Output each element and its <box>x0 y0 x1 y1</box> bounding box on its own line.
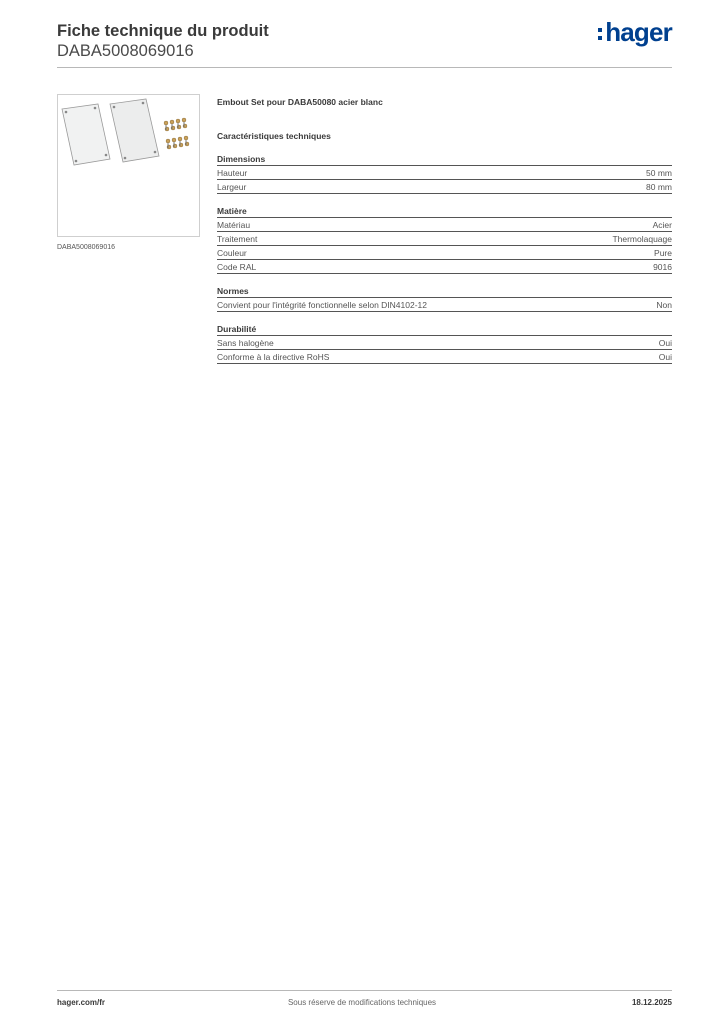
spec-row <box>217 336 672 350</box>
spec-label: Largeur <box>217 182 247 192</box>
spec-row <box>217 180 672 194</box>
spec-label: Sans halogène <box>217 338 274 348</box>
footer-date: 18.12.2025 <box>631 998 672 1007</box>
logo-text: hager <box>605 17 672 47</box>
group-title: Durabilité <box>217 323 672 336</box>
logo-dots-icon <box>598 28 602 40</box>
page-subtitle: DABA5008069016 <box>57 42 194 60</box>
spec-content <box>217 96 672 364</box>
section-heading: Caractéristiques techniques <box>217 131 331 141</box>
spec-row <box>217 260 672 274</box>
spec-row <box>217 298 672 312</box>
footer-divider <box>57 990 672 991</box>
spec-label: Conforme à la directive RoHS <box>217 352 330 362</box>
footer-disclaimer: Sous réserve de modifications techniques <box>287 998 437 1007</box>
spec-label: Matériau <box>217 220 251 230</box>
spec-value: 9016 <box>653 262 672 272</box>
spec-label: Code RAL <box>217 262 257 272</box>
product-name: Embout Set pour DABA50080 acier blanc <box>217 97 383 107</box>
page-header <box>57 17 672 61</box>
image-caption: DABA5008069016 <box>57 244 115 251</box>
spec-row <box>217 350 672 364</box>
product-image <box>57 94 200 237</box>
spec-value: Non <box>656 300 672 310</box>
spec-value: Oui <box>658 338 672 348</box>
footer-website-link[interactable]: hager.com/fr <box>57 998 106 1007</box>
product-photo-icon <box>58 95 199 236</box>
group-title: Normes <box>217 285 672 298</box>
spec-value: 50 mm <box>646 168 672 178</box>
spec-value: 80 mm <box>646 182 672 192</box>
group-matiere <box>217 205 672 274</box>
spec-row <box>217 232 672 246</box>
group-title: Matière <box>217 205 672 218</box>
header-divider <box>57 67 672 68</box>
spec-label: Traitement <box>217 234 258 244</box>
page-title: Fiche technique du produit <box>57 22 269 40</box>
spec-label: Couleur <box>217 248 247 258</box>
group-durabilite <box>217 323 672 364</box>
spec-value: Thermolaquage <box>612 234 672 244</box>
spec-value: Acier <box>652 220 672 230</box>
spec-value: Oui <box>658 352 672 362</box>
spec-row <box>217 218 672 232</box>
group-normes <box>217 285 672 312</box>
spec-label: Hauteur <box>217 168 248 178</box>
spec-row <box>217 166 672 180</box>
group-title: Dimensions <box>217 153 672 166</box>
spec-label: Convient pour l'intégrité fonctionnelle selon DIN4102-12 <box>217 300 428 310</box>
spec-value: Pure <box>654 248 672 258</box>
spec-row <box>217 246 672 260</box>
group-dimensions <box>217 153 672 194</box>
hager-logo[interactable] <box>598 17 672 47</box>
